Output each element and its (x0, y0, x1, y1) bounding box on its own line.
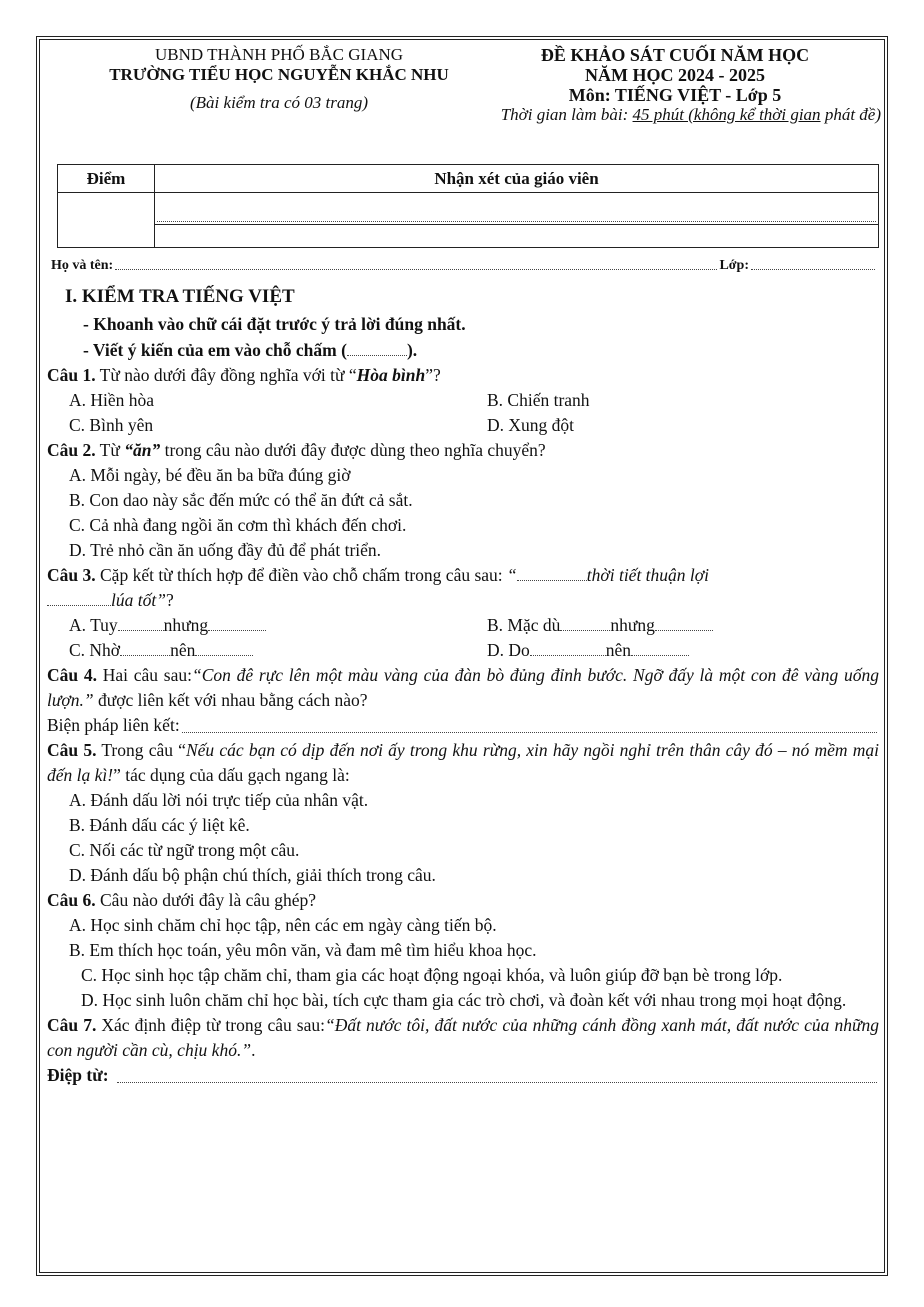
keyword: “ăn” (124, 440, 161, 460)
q3-option-b[interactable]: B. Mặc dù nhưng (487, 613, 713, 638)
time-value: 45 phút (không kể thời gian (632, 105, 821, 124)
student-info-row (51, 258, 877, 274)
q1-option-a[interactable]: A. Hiền hòa (69, 390, 155, 410)
subject: Môn: TIẾNG VIỆT - Lớp 5 (568, 85, 782, 105)
question-4: Câu 4. Hai câu sau:“Con đê rực lên một màu vàng của đàn bò đủng đỉnh bước. Ngỡ đấy là một con đê vàng uống lượn.” được liên kết với nhau bằng cách nào? (47, 665, 879, 710)
q1-options-row-2 (47, 413, 879, 438)
exam-content (47, 283, 879, 1088)
score-cell[interactable] (58, 193, 155, 248)
quote: “Con đê rực lên một màu vàng của đàn bò đủng đỉnh bước. Ngỡ đấy là một con đê vàng uống lượn.” (47, 665, 879, 710)
school-year: NĂM HỌC 2024 - 2025 (585, 65, 765, 85)
question-number: Câu 6. (47, 890, 96, 910)
question-3: Câu 3. Cặp kết từ thích hợp để điền vào chỗ chấm trong câu sau: “ thời tiết thuận lợi lúa tốt”? (47, 565, 709, 610)
question-5: Câu 5. Trong câu “Nếu các bạn có dịp đến nơi ấy trong khu rừng, xin hãy ngồi nghỉ trên thân cây đó – nó mềm mại đến lạ kì!” tác dụng của dấu gạch ngang là: (47, 740, 879, 785)
blank-2[interactable] (47, 589, 111, 606)
instruction-2: - Viết ý kiến của em vào chỗ chấm ( ). (83, 340, 418, 360)
q6-option-d[interactable]: D. Học sinh luôn chăm chỉ học bài, tích cực tham gia các trò chơi, và đoàn kết với nhau trong mọi hoạt động. (81, 990, 847, 1010)
class-label: Lớp: (719, 258, 749, 273)
answer-label: Điệp từ: (47, 1065, 109, 1085)
q5-option-b[interactable]: B. Đánh dấu các ý liệt kê. (69, 815, 250, 835)
exam-header (465, 45, 885, 125)
q6-option-b[interactable]: B. Em thích học toán, yêu môn văn, và đam mê tìm hiểu khoa học. (69, 940, 537, 960)
q3-option-a[interactable]: A. Tuy nhưng (69, 613, 487, 638)
comment-line-1[interactable] (155, 193, 879, 225)
q3-options-row-2 (47, 638, 879, 663)
q1-options-row-1 (47, 388, 879, 413)
exam-title: ĐỀ KHẢO SÁT CUỐI NĂM HỌC (540, 45, 810, 65)
score-table (57, 164, 879, 248)
question-number: Câu 5. (47, 740, 97, 760)
comment-line-2[interactable] (155, 225, 879, 248)
school-name: TRƯỜNG TIỂU HỌC NGUYỄN KHẮC NHU (109, 65, 449, 84)
q1-option-d[interactable]: D. Xung đột (487, 415, 575, 435)
authority-name: UBND THÀNH PHỐ BẮC GIANG (154, 45, 404, 64)
question-1: Câu 1. Từ nào dưới đây đồng nghĩa với từ “Hòa bình”? (47, 365, 441, 385)
quote: “Đất nước tôi, đất nước của những cánh đồng xanh mát, đất nước của những con người cần cù, chịu khó.” (47, 1015, 880, 1060)
q5-option-c[interactable]: C. Nối các từ ngữ trong một câu. (69, 840, 300, 860)
quote: Nếu các bạn có dịp đến nơi ấy trong khu rừng, xin hãy ngồi nghỉ trên thân cây đó – nó mềm mại đến lạ kì! (47, 740, 879, 785)
question-number: Câu 7. (47, 1015, 97, 1035)
comment-header: Nhận xét của giáo viên (155, 165, 879, 193)
q6-option-c[interactable]: C. Học sinh học tập chăm chỉ, tham gia các hoạt động ngoại khóa, và luôn giúp đỡ bạn bè trong lớp. (81, 965, 783, 985)
section-title: I. KIỂM TRA TIẾNG VIỆT (65, 286, 295, 307)
q2-option-a[interactable]: A. Mỗi ngày, bé đều ăn ba bữa đúng giờ (69, 465, 351, 485)
time-prefix: Thời gian làm bài: (500, 105, 633, 124)
blank-1[interactable] (517, 564, 587, 581)
q7-answer-field[interactable] (117, 1082, 877, 1083)
question-number: Câu 1. (47, 365, 96, 385)
instruction-1: - Khoanh vào chữ cái đặt trước ý trả lời đúng nhất. (83, 314, 466, 334)
question-2: Câu 2. Từ “ăn” trong câu nào dưới đây được dùng theo nghĩa chuyển? (47, 440, 546, 460)
question-number: Câu 3. (47, 565, 96, 585)
q1-option-b[interactable]: B. Chiến tranh (487, 390, 590, 410)
answer-label: Biện pháp liên kết: (47, 715, 180, 735)
q5-option-d[interactable]: D. Đánh dấu bộ phận chú thích, giải thích trong câu. (69, 865, 436, 885)
q2-option-b[interactable]: B. Con dao này sắc đến mức có thể ăn đứt cả sắt. (69, 490, 413, 510)
q7-answer-row (47, 1063, 879, 1088)
q4-answer-field[interactable] (182, 732, 877, 733)
question-number: Câu 4. (47, 665, 97, 685)
q3-options-row-1 (47, 613, 879, 638)
q2-option-c[interactable]: C. Cả nhà đang ngồi ăn cơm thì khách đến chơi. (69, 515, 407, 535)
time-limit (465, 105, 885, 125)
exam-page (36, 36, 888, 1276)
q6-option-a[interactable]: A. Học sinh chăm chỉ học tập, nên các em ngày càng tiến bộ. (69, 915, 497, 935)
keyword: Hòa bình (356, 365, 426, 385)
name-label: Họ và tên: (51, 258, 114, 273)
q5-option-a[interactable]: A. Đánh dấu lời nói trực tiếp của nhân vật. (69, 790, 369, 810)
score-header: Điểm (58, 165, 155, 193)
q2-option-d[interactable]: D. Trẻ nhỏ cần ăn uống đầy đủ để phát triển. (69, 540, 382, 560)
q4-answer-row (47, 713, 879, 738)
name-field[interactable] (115, 269, 717, 270)
time-suffix: phát đề) (820, 105, 881, 124)
page-count-note: (Bài kiểm tra có 03 trang) (190, 93, 368, 112)
q3-option-c[interactable]: C. Nhờ nên (69, 638, 487, 663)
q1-option-c[interactable]: C. Bình yên (69, 415, 154, 435)
school-header (89, 45, 469, 113)
class-field[interactable] (751, 269, 875, 270)
question-7: Câu 7. Xác định điệp từ trong câu sau:“Đất nước tôi, đất nước của những cánh đồng xanh mát, đất nước của những con người cần cù, chịu khó.”. (47, 1015, 880, 1060)
q3-option-d[interactable]: D. Do nên (487, 638, 689, 663)
question-number: Câu 2. (47, 440, 96, 460)
question-6: Câu 6. Câu nào dưới đây là câu ghép? (47, 890, 317, 910)
